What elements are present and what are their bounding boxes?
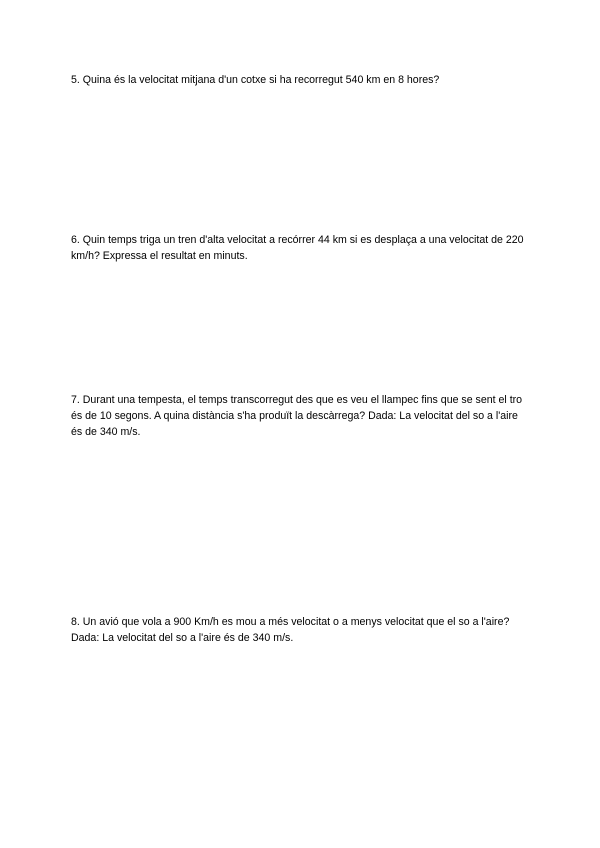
question-7: 7. Durant una tempesta, el temps transcorregut des que es veu el llampec fins que se sent el tro és de 10 segons. A quina distància s'ha produït la descàrrega? Dada: La velocitat del so a l'aire és de 340 m/s.	[71, 394, 523, 438]
question-8: 8. Un avió que vola a 900 Km/h es mou a més velocitat o a menys velocitat que el so a l'aire? Dada: La velocitat del so a l'aire és de 340 m/s.	[71, 616, 510, 644]
question-5: 5. Quina és la velocitat mitjana d'un cotxe si ha recorregut 540 km en 8 hores?	[71, 74, 440, 86]
question-6: 6. Quin temps triga un tren d'alta velocitat a recórrer 44 km si es desplaça a una velocitat de 220 km/h? Expressa el resultat en minuts.	[71, 234, 524, 262]
